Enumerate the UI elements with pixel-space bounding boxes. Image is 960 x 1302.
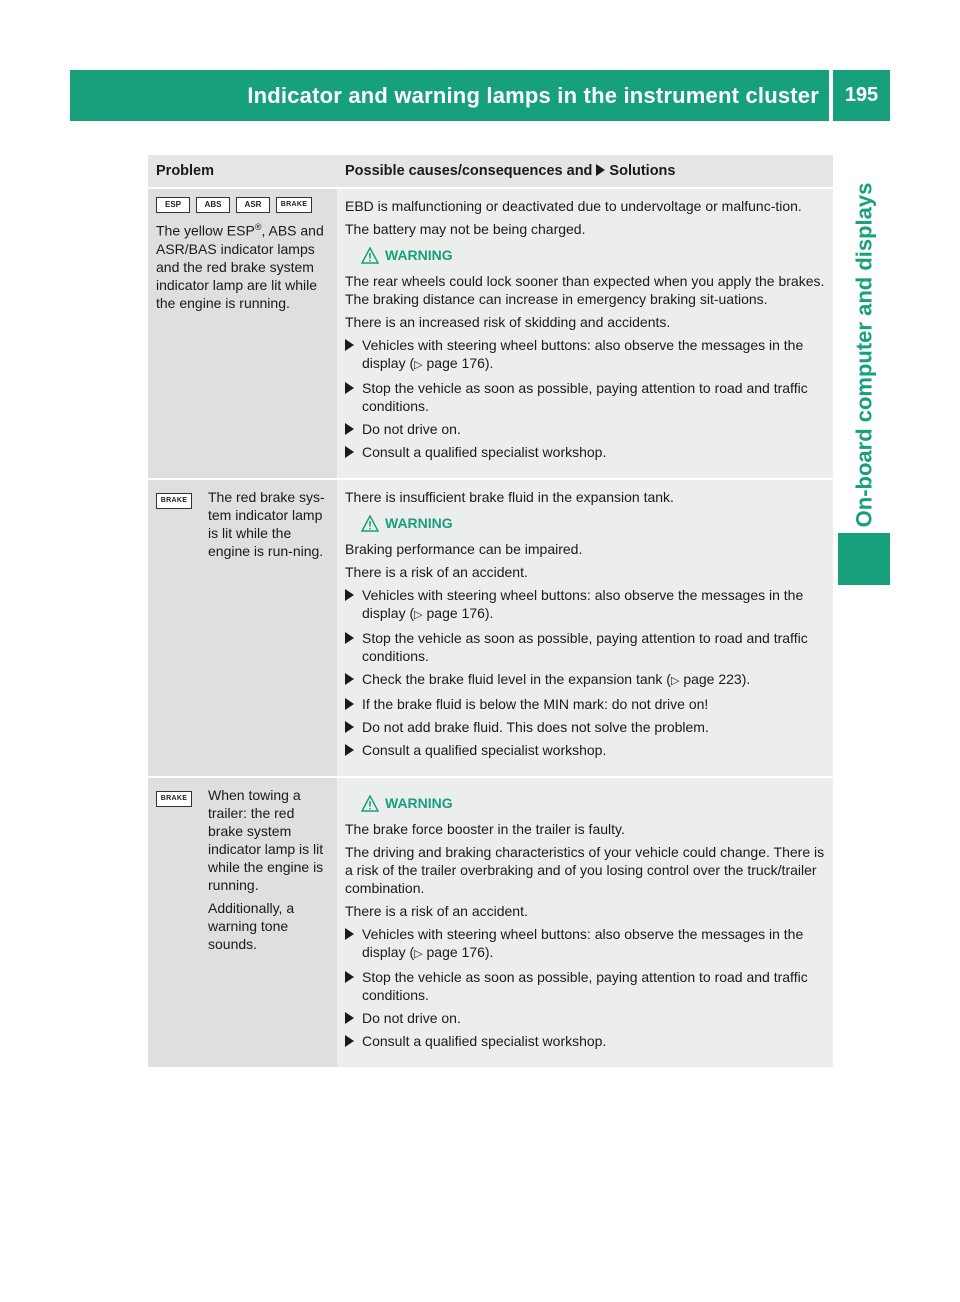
action-arrow-icon: [345, 446, 354, 458]
action-arrow-icon: [345, 339, 354, 351]
action-arrow-icon: [345, 382, 354, 394]
list-item: Do not drive on.: [345, 420, 825, 438]
action-arrow-icon: [345, 673, 354, 685]
list-item: Check the brake fluid level in the expansion tank (▷ page 223).: [345, 670, 825, 690]
page-ref-link[interactable]: page 176).: [426, 355, 494, 371]
list-item: Do not add brake fluid. This does not solve the problem.: [345, 718, 825, 736]
problem-text: Additionally, a warning tone sounds.: [208, 900, 295, 952]
warning-triangle-icon: [361, 515, 379, 532]
action-arrow-icon: [345, 698, 354, 710]
warning-text: The rear wheels could lock sooner than expected when you apply the brakes. The braking distance can increase in emergency braking sit-uations.: [345, 273, 825, 307]
page-ref-link[interactable]: page 223).: [683, 671, 751, 687]
list-item: If the brake fluid is below the MIN mark: do not drive on!: [345, 695, 825, 713]
page-ref-icon: ▷: [414, 359, 423, 371]
warning-text: There is an increased risk of skidding and accidents.: [345, 314, 671, 330]
problem-cell: [148, 778, 337, 1067]
warning-heading: WARNING: [361, 246, 825, 264]
problem-text: When towing a trailer: the red brake system indicator lamp is lit while the engine is running.: [208, 787, 324, 893]
list-item: Vehicles with steering wheel buttons: also observe the messages in the display (▷ page 176).: [345, 586, 825, 624]
warning-triangle-icon: [361, 795, 379, 812]
warning-text: There is a risk of an accident.: [345, 903, 528, 919]
problem-cell: [148, 480, 337, 776]
lamp-icons: [156, 197, 331, 213]
side-tab-block: [838, 533, 890, 585]
action-arrow-icon: [345, 928, 354, 940]
table-row: [148, 776, 833, 1067]
table-row: [148, 187, 833, 478]
action-arrow-icon: [345, 1035, 354, 1047]
warning-text: The driving and braking characteristics of your vehicle could change. There is a risk of the trailer overbraking and of you losing control over the truck/trailer combination.: [345, 844, 825, 896]
list-item: Stop the vehicle as soon as possible, paying attention to road and traffic conditions.: [345, 968, 825, 1004]
page-ref-icon: ▷: [414, 609, 423, 621]
warning-heading: WARNING: [361, 794, 825, 812]
esp-lamp-icon: ESP: [156, 197, 190, 213]
list-item: Vehicles with steering wheel buttons: also observe the messages in the display (▷ page 176).: [345, 336, 825, 374]
problem-cell: [148, 189, 337, 478]
list-item: Consult a qualified specialist workshop.: [345, 443, 825, 461]
problem-text: The yellow ESP®, ABS and ASR/BAS indicator lamps and the red brake system indicator lamp are lit while the engine is running.: [156, 222, 324, 311]
cause-text: There is insufficient brake fluid in the expansion tank.: [345, 489, 674, 505]
cause-text: The battery may not be being charged.: [345, 221, 586, 237]
action-arrow-icon: [345, 971, 354, 983]
action-arrow-icon: [345, 589, 354, 601]
brake-lamp-icon: BRAKE: [276, 197, 312, 213]
page-number: 195: [844, 84, 879, 106]
table-row: [148, 478, 833, 776]
warning-heading: WARNING: [361, 514, 825, 532]
action-arrow-icon: [345, 721, 354, 733]
solution-cell: [337, 189, 833, 478]
brake-lamp-icon: BRAKE: [156, 791, 192, 807]
cause-text: EBD is malfunctioning or deactivated due to undervoltage or malfunc-tion.: [345, 198, 802, 214]
abs-lamp-icon: ABS: [196, 197, 230, 213]
action-arrow-icon: [345, 744, 354, 756]
solution-cell: [337, 778, 833, 1067]
page-header: [70, 70, 890, 121]
list-item: Do not drive on.: [345, 1009, 825, 1027]
list-item: Stop the vehicle as soon as possible, paying attention to road and traffic conditions.: [345, 629, 825, 665]
action-arrow-icon: [345, 1012, 354, 1024]
action-arrow-icon: [345, 632, 354, 644]
arrow-icon: [596, 164, 605, 176]
side-tab-label: On-board computer and displays: [851, 182, 876, 528]
table-header: [148, 155, 833, 187]
brake-lamp-icon: BRAKE: [156, 493, 192, 509]
action-arrow-icon: [345, 423, 354, 435]
asr-lamp-icon: ASR: [236, 197, 270, 213]
problem-text: The red brake sys-tem indicator lamp is lit while the engine is run-ning.: [208, 489, 325, 559]
warning-text: The brake force booster in the trailer is faulty.: [345, 821, 625, 837]
page-ref-link[interactable]: page 176).: [426, 605, 494, 621]
page-ref-icon: ▷: [414, 948, 423, 960]
side-tab: [838, 140, 890, 570]
page-ref-link[interactable]: page 176).: [426, 944, 494, 960]
list-item: Consult a qualified specialist workshop.: [345, 741, 825, 759]
list-item: Vehicles with steering wheel buttons: also observe the messages in the display (▷ page 176).: [345, 925, 825, 963]
solution-cell: [337, 480, 833, 776]
page-ref-icon: ▷: [670, 675, 680, 687]
warning-triangle-icon: [361, 247, 379, 264]
warning-text: Braking performance can be impaired.: [345, 541, 583, 557]
warning-text: There is a risk of an accident.: [345, 564, 528, 580]
list-item: Consult a qualified specialist workshop.: [345, 1032, 825, 1050]
list-item: Stop the vehicle as soon as possible, paying attention to road and traffic conditions.: [345, 379, 825, 415]
page-title: Indicator and warning lamps in the instrument cluster: [247, 82, 819, 108]
problem-table: [148, 155, 833, 1067]
header-problem: Problem: [156, 163, 215, 179]
header-solutions: Possible causes/consequences and Solutions: [345, 163, 676, 179]
